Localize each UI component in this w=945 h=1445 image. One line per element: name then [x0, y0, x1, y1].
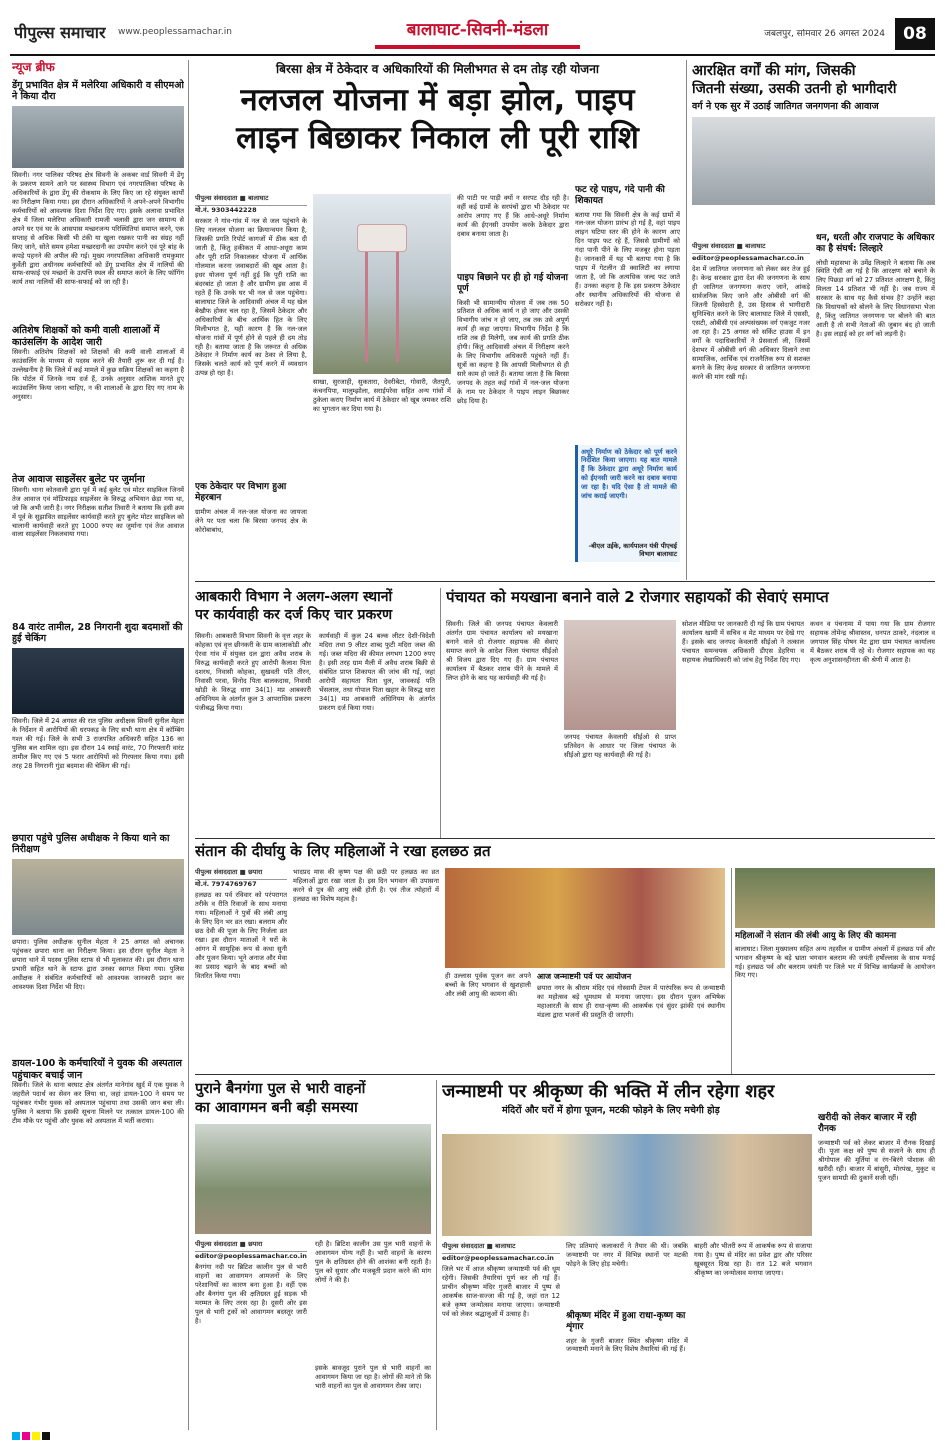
lead-col-2 — [457, 194, 569, 592]
halchhath-body-2: ही उल्लास पूर्वक पूजन कर अपने बच्चों के लिए भगवान से खुशहाली और लंबी आयु की कामना की। — [445, 972, 531, 998]
lead-headline-1: नलजल योजना में बड़ा झोल, पाइप — [240, 81, 635, 118]
brief-title-4: 84 वारंट तामील, 28 निगरानी शुदा बदमाशों की हुई चेकिंग — [12, 621, 183, 645]
lead-headline-2: लाइन बिछाकर निकाल ली पूरी राशि — [236, 119, 639, 156]
panchayat-body-3: सोशल मीडिया पर जानकारी दी गई कि ग्राम पंचायत कार्यालय खामी में सचिव व मेट माध्यम पर देखे गए हैं। इसके बाद जनपद केवलारी सीईओ ने तत्काल पंचायत समन्वयक अधिकारी डीएस डेहरिया व सहायक लेखाधिकारी को जांच हेतु निर्देश दिए गए। — [682, 620, 804, 664]
reservation-headline-1: आरक्षित वर्गों की मांग, जिसकी — [692, 63, 856, 79]
lead-quote-author: -बीएल उईके, कार्यपालन यंत्री पीएचई विभाग बालाघाट — [588, 541, 677, 559]
halchhath-body-1: हलछठ का पर्व रविवार को परंपरागत तरीके व रीति रिवाजों के साथ मनाया गया। महिलाओं ने पुत्रों की लंबी आयु के लिए दिन भर व्रत रखा। बलराम और छठ देवी की पूजा के लिए निर्जला व्रत रखा। इस दौरान माताओं ने घरों के आंगन में सामूहिक रूप से कथा सुनी और पूजन किया। भूने अनाज और मेवा का प्रसाद चढ़ाने के बाद बच्चों को वितरित किया गया। — [195, 891, 287, 980]
halchhath-headline: संतान की दीर्घायु के लिए महिलाओं ने रखा हलछठ व्रत — [195, 842, 491, 860]
bridge-body-3: इसके बावजूद पुराने पुल से भारी वाहनों का आवागमन किया जा रहा है। लोगों की माने तो कि भारी वाहनों का पुल से आवागमन रोका जाए। — [315, 1364, 431, 1390]
panchayat-body-1: सिवनी। जिले की जनपद पंचायत केवलारी अंतर्गत ग्राम पंचायत कार्यालय को मयखाना बनाने वाले दो रोजगार सहायक की सेवाएं समाप्त करने के आदेश जिला पंचायत सीईओ श्री विजय द्वारा दिए गए हैं। ग्राम पंचायत कार्यालय में बैठकर शराब पीने के मामले में लिप्त होने के बाद यह कार्यवाही की गई है। — [446, 620, 558, 682]
reservation-story — [692, 62, 935, 582]
halchhath-byline: पीपुल्स संवाददाता ■ छपारा — [195, 868, 287, 880]
column-divider — [436, 1080, 437, 1430]
lead-subhead-3: फट रहे पाइप, गंदे पानी की शिकायत — [575, 185, 665, 207]
reservation-body-1: देश में जातिगत जनगणना को लेकर स्वर तेज हुई है। केन्द्र सरकार द्वारा देश की जनगणना के साथ ही जातिगत जनगणना कराए जाने, आंकड़े सार्वजनिक किए जाने और ओबीसी वर्ग की जितनी हिस्सेदारी है, उस हिसाब से भागीदारी सुनिश्चित करने के लिए बालाघाट जिले में एससी, एसटी, ओबीसी एवं अल्पसंख्यक वर्ग एकजुट नजर आ रहा है। 25 अगस्त को सर्किट हाउस में इन वर्गों के पदाधिकारियों ने प्रेसवार्ता ली, जिसमें देशभर में ओबीसी वर्ग की अधिकार दिलाने तथा सामाजिक, आर्थिक एवं राजनैतिक रूप से सशक्त बनाने के लिए केन्द्र सरकार से जातिगत जनगणना करने की मांग रखी गई। — [692, 265, 810, 381]
reservation-photo — [692, 117, 935, 205]
registration-marks — [12, 1432, 933, 1442]
halchhath-body-1b: भादप्रद मास की कृष्ण पक्ष की छठी पर हलछठ का व्रत महिलाओं द्वारा रखा जाता है। इस दिन भगवान की उपासना करने से पुत्र की आयु लंबी होती है। एवं तीज त्योहारों में हलछठ का विशेष महत्व है। — [293, 868, 439, 903]
janmashtami-subhead-2: खरीदी को लेकर बाजार में रही रौनक — [818, 1113, 917, 1135]
halchhath-lower — [445, 972, 725, 1074]
janmashtami-body-2: लिए प्रतिमाएं कलाकारों ने तैयार की थी। जबकि जन्माष्टमी पर नगर में विभिन्न स्थानों पर मटकी फोड़ने के लिए होड़ मचेगी। — [566, 1242, 688, 1268]
janmashtami-body-3: बाहरी और भीतरी रूप में आकर्षक रूप से सजाया गया है। पुष्प से मंदिर का प्रवेश द्वार और परिसर खूबसूरत दिख रहा है। रात 12 बजे भगवान श्रीकृष्ण का जन्मोत्सव मनाया जाएगा। — [694, 1242, 812, 1277]
bridge-email[interactable]: editor@peoplessamachar.co.in — [195, 1251, 307, 1260]
panchayat-caption: जनपद पंचायत केवलारी सीईओ से प्राप्त प्रतिवेदन के आधार पर जिला पंचायत के सीईओ द्वारा यह कार्यवाही की गई है। — [564, 733, 676, 759]
halchhath-story — [195, 842, 935, 1074]
brief-title-2: अतिशेष शिक्षकों को कमी वाली शालाओं में काउंसलिंग के आदेश जारी — [12, 324, 160, 348]
janmashtami-headline: जन्माष्टमी पर श्रीकृष्ण की भक्ति में लीन रहेगा शहर — [442, 1081, 775, 1102]
brief-photo-1 — [12, 106, 184, 168]
brand-logo: पीपुल्स समाचार — [14, 23, 106, 42]
column-divider — [188, 60, 189, 1430]
news-brief-column — [12, 60, 184, 1430]
halchhath-subhead: आज जन्माष्टमी पर्व पर आयोजन — [537, 972, 632, 981]
bridge-headline-2: का आवागमन बनी बड़ी समस्या — [195, 1099, 358, 1116]
brief-photo-5 — [12, 859, 184, 935]
bridge-body-1: बैनगंगा नदी पर ब्रिटिश कालीन पुल से भारी वाहनों का आवागमन आमजनों के लिए परेशानियों का कारण बना हुआ है। वहीं एक और बैनगंगा पुल की क्षतिग्रस्त हुई सड़क भी मरम्मत के लिए तरस रहा है। दूसरी ओर इस पुल से भारी ट्रकों को आवागमन बदस्तूर जारी है। — [195, 1263, 307, 1325]
excise-headline-2: पर कार्यवाही कर दर्ज किए चार प्रकरण — [195, 607, 393, 624]
dateline: जबलपुर, सोमवार 26 अगस्त 2024 — [764, 29, 885, 39]
janmashtami-market — [818, 1110, 935, 1430]
bridge-photo — [195, 1124, 431, 1234]
bridge-headline-1: पुराने बैनगंगा पुल से भारी वाहनों — [195, 1081, 366, 1097]
halchhath-col-1 — [195, 868, 287, 1074]
janmashtami-deck: मंदिरों और घरों में होगा पूजन, मटकी फोड़ने के लिए मचेगी होड़ — [502, 1105, 720, 1117]
halchhath-mobile: मो.नं. 7974769767 — [195, 879, 257, 888]
reservation-email[interactable]: editor@peoplessamachar.co.in — [692, 253, 804, 262]
masthead — [0, 0, 945, 58]
janmashtami-email[interactable]: editor@peoplessamachar.co.in — [442, 1253, 554, 1262]
reservation-headline-2: जितनी संख्या, उसकी उतनी हो भागीदारी — [692, 80, 897, 97]
lead-subhead-2: पाइप बिछाने पर ही हो गई योजना पूर्ण — [457, 273, 568, 295]
bridge-byline: पीपुल्स संवाददाता ■ छपारा — [195, 1240, 307, 1252]
reservation-byline: पीपुल्स संवाददाता ■ बालाघाट — [692, 242, 810, 254]
news-brief-label: न्यूज ब्रीफ — [12, 60, 55, 74]
lead-story — [195, 62, 680, 592]
halchhath-janmashtami-note — [537, 972, 725, 1074]
lead-mobile: मो.नं. 9303442228 — [195, 205, 257, 214]
region-underline — [375, 45, 580, 49]
panchayat-story — [446, 588, 935, 838]
brief-title-5: छपारा पहुंचे पुलिस अधीक्षक ने किया थाने का निरीक्षण — [12, 832, 170, 856]
column-divider — [731, 868, 732, 1074]
excise-story — [195, 588, 435, 838]
halchhath-photo — [445, 868, 725, 968]
janmashtami-body-1: जिले भर में आज श्रीकृष्ण जन्माष्टमी पर्व की धूम रहेगी। जिसकी तैयारियां पूर्ण कर ली गई हैं। प्राचीन श्रीकृष्ण मंदिर गुजरी बाजार में पुष्प से आकर्षक साज-सज्जा की गई है, जहां रात 12 बजे कृष्ण जन्मोत्सव मनाया जाएगा। जन्माष्टमी पर्व को लेकर श्रद्धालुओं में उत्साह है। — [442, 1265, 560, 1318]
lead-photo-caption: साखा, सुरजाही, सुकतारा, देवरीबेटा, गोवारी, जैतपुरी, कंचनपिपा, मालुम्झोला, सराईपरेवा सहित अन्य गांवों में ठुकेला कराए निर्माण कार्य में ठेकेदार को खूब जमकर राशि का भुगतान कर दिया गया है। — [313, 378, 451, 413]
excise-body-1: सिवनी। आबकारी विभाग सिवनी के वृत्त शहर के कोहका एवं वृत्त छीनकरी के ग्राम कालाकोडी और ऐरवा गांव में संयुक्त दल द्वारा अवैध शराब के विरुद्ध कार्यवाही करते हुए आरोपी कैलाश पिता दशरथ, निवासी कोहका, सुखवती पति तीरन, निवासी परवा, विनोद पिता बालकदास, निवासी खोड़ी के विरुद्ध धारा 34(1) मप्र आबकारी अधिनियम के अंतर्गत कुल 3 आपराधिक प्रकरण पंजीबद्ध किया गया। — [195, 632, 311, 712]
lead-quote-box — [575, 445, 680, 562]
reservation-col-2 — [816, 230, 935, 582]
lead-body-2: की पाटी पर पाड़ी क्यों न सरपट दौड़ रही है। वहीं कई ग्रामों के सरपंचों द्वारा भी ठेकेदार पर आरोप लगाए गए हैं कि आधे-अधूरे निर्माण कार्य की ईएनसी उपयोग करके ठेकेदार द्वारा दबाव बनाया जाता है। — [457, 194, 569, 238]
brief-body-3: सिवनी। थाना कोतवाली द्वारा पूर्व में कई बुलेट एवं मोटर साइकिल जिनमें तेज आवाज एवं मॉडिफाइड साइलेंसर के विरुद्ध अभियान छेड़ा गया था, जो कि अभी जारी है। नगर निरीक्षक सतीश तिवारी ने बताया कि इसी क्रम में पूर्व के सुझावित साइलेंसर कार्यवाही करते हुए बुलेट मोटर साइकिल को चालानी कार्यवाही करते हुए 1000 रुपए का जुर्माना एवं तेज आवाज वाला साइलेंसर निकलवाया गया। — [12, 485, 184, 539]
janmashtami-story — [442, 1080, 935, 1430]
halchhath-body-3: बालाघाट। जिला मुख्यालय सहित अन्य तहसील व ग्रामीण अंचलों में हलछठ पर्व और भगवान श्रीकृष्ण के बड़े भ्राता भगवान बलराम की जयंती हर्षोल्लास के साथ मनाई गई। हलछठ पर्व और बलराम जयंती पर जिले भर में विभिन्न कार्यक्रमों के आयोजन किए गए। — [735, 944, 935, 980]
page-number: 08 — [895, 18, 935, 50]
lead-photo-block — [313, 194, 451, 592]
janmashtami-subhead: श्रीकृष्ण मंदिर में हुआ राधा-कृष्ण का शृंगार — [566, 1311, 686, 1333]
masthead-rule — [10, 54, 935, 56]
region-box — [375, 19, 580, 49]
lead-byline: पीपुल्स संवाददाता ■ बालाघाट — [195, 194, 307, 206]
lead-quote: अधूरे निर्माण को ठेकेदार को पूर्ण करने निर्देशित किया जाएगा। यह बात मामले हैं कि ठेकेदार द्वारा अधूरे निर्माण कार्य को ईएनसी जारी करने का दबाव बनाया जा रहा है। यदि ऐसा है तो मामले की जांच कराई जाएगी। — [581, 447, 677, 501]
janmashtami-byline: पीपुल्स संवाददाता ■ बालाघाट — [442, 1242, 560, 1254]
panchayat-body-4: कथन व पंचनामा में पाया गया कि ग्राम रोजगार सहायक तोमेन्द्र श्रीवास्तव, धनपत ठाकरे, नंदलाल व जगपाल सिंह पोषन मेट द्वारा ग्राम पंचायत कार्यालय में बैठकर शराब पी रहे थे। रोजगार सहायक का यह कृत्य अनुशासनहीनता की श्रेणी में आता है। — [810, 620, 935, 664]
janmashtami-photo — [442, 1134, 812, 1236]
lead-body-1: सरकार ने गांव-गांव में नल से जल पहुंचाने के लिए नलजल योजना का क्रियान्वयन किया है, जिसकी प्रगति रिपोर्ट कागजों में ठीक बता दी जाती है, किंतु हकीकत में आधा-अधूरा काम और पूरी राशि निकालकर योजना में आर्थिक गोलमाल करना जवाबदारों की खूब आता है। इधर योजना पूर्ण नहीं हुई कि पूरी राशि का बंदरबांट हो जाता है और ग्रामीण इस आस में रहते हैं कि उनके घर भी नल से जल पहुंचेगा। बालाघाट जिले के आदिवासी अंचल में यह खेल बेखौफ होकर चल रहा है, जिसमें ठेकेदार और अधिकारियों के बीच आर्थिक हित के लिए मिलीभगत है, यही कारण है कि नल-जल योजना गांवों में पूर्ण होने से पहले ही दम तोड़ रही है। बताया जाता है कि जरूरत से अधिक ठेकेदार ने निर्माण कार्य का ठेका ले लिया है, जिसके चलते कार्य को पूर्ण करने में व्यवधान उत्पन्न हो रहा है। — [195, 217, 307, 378]
section-rule — [195, 581, 935, 582]
brief-body-4: सिवनी। जिले में 24 अगस्त की रात पुलिस अधीक्षक सिवनी सुनील मेहता के निर्देशन में आरोपियों की धरपकड़ के लिए सभी थाना क्षेत्र में कॉम्बिंग गश्त की गई। जिले के सभी 3 राजपत्रित अधिकारी सहित 136 का पुलिस बल शामिल रहा। इस दौरान 14 स्थाई वारंट, 70 गिरफ्तारी वारंट तामील किए गए एवं 5 फरार आरोपियों को गिरफ्तार किया गया। इसी तरह 28 निगरानी गुंडा बदमाश की चेकिंग की गई। — [12, 716, 184, 770]
section-rule — [195, 838, 935, 839]
brief-body-6: सिवनी। जिले के थाना बरघाट क्षेत्र अंतर्गत मानेगांव खुर्द में एक युवक ने जहरीले पदार्थ का सेवन कर लिया था, जहां डायल-100 ने समय पर पहुंचकर गंभीर युवक को अस्पताल पहुंचाया तथा उसकी जान बचा ली। पुलिस ने बताया कि इसकी सूचना मिलने पर तत्काल डायल-100 की टीम मौके पर पहुंची और युवक को अस्पताल में भर्ती कराया। — [12, 1081, 184, 1125]
janmashtami-col-2 — [566, 1242, 688, 1430]
reservation-subhead: धन, धरती और राजपाट के अधिकार का है संघर्ष: लिल्हारे — [816, 233, 935, 255]
bridge-body-2: रही है। ब्रिटिश कालीन उस पुल भारी वाहनों के आवागमन योग्य नहीं है। भारी वाहनों के कारण पुल के क्षतिग्रस्त होने की आशंका बनी रहती है। पुल को सुधार और मजबूती प्रदान करने की मांग लोगों ने की है। — [315, 1240, 431, 1284]
halchhath-regional — [735, 868, 935, 1074]
column-divider — [440, 588, 441, 838]
reservation-deck: वर्ग ने एक सुर में उठाई जातिगत जनगणना की आवाज — [692, 100, 879, 112]
panchayat-photo — [564, 620, 676, 730]
janmashtami-body-2b: शहर के गुजरी बाजार स्थित श्रीकृष्ण मंदिर में जन्माष्टमी मनाने के लिए विशेष तैयारियां की गई हैं। — [566, 1336, 688, 1354]
janmashtami-body-4: जन्माष्टमी पर्व को लेकर बाजार में रौनक दिखाई दी। पूजा कक्ष को पुष्प से सजाने के साथ ही श्रीगोपाल की मूर्तियां व रंग-बिरंगे पोशाक की खरीदी रही। बाजार में बांसुरी, मोरपंख, मुकुट व पूजन सामग्री की दुकानें सजी रहीं। — [818, 1138, 935, 1183]
brief-photo-4 — [12, 648, 184, 714]
bridge-story — [195, 1080, 431, 1430]
brief-body-5: छपारा। पुलिस अधीक्षक सुनील मेहता ने 25 अगस्त को अचानक पहुंचकर छपारा थाना का निरीक्षण किया। इस दौरान सुनील मेहता ने छपारा थाने में पदस्थ पुलिस स्टाफ से भी मुलाकात की। इस दौरान थाना प्रभारी सहित थाने के स्टाफ द्वारा उनका स्वागत किया गया। पुलिस अधीक्षक ने संबंधित कर्मचारियों को आवश्यक जानकारी प्रदान कर आवश्यक दिशा निर्देश भी दिए। — [12, 938, 184, 991]
janmashtami-col-1 — [442, 1242, 560, 1430]
lead-col-3 — [575, 182, 680, 592]
reservation-body-2: लोधी महासभा के उमेंद्र लिल्हारे ने बताया कि अब स्थिति ऐसी आ गई है कि आरक्षण को बचाने के लिए पिछड़ा वर्ग को 27 प्रतिशत आरक्षण है, किंतु मिलता 14 प्रतिशत भी नहीं है। जब राज्य में सरकार के साथ यह कैसे संभव है? उन्होंने कहा कि विधायकों को बोलने के लिए विधानसभा भेजा है, किंतु जातिगत जनगणना पर बोलने की बात आती है तो सभी नेताओं की जुबान बंद हो जाती है। इस लड़ाई को हर वर्ग को लड़नी है। — [816, 258, 935, 339]
lead-col-1 — [195, 194, 307, 592]
column-divider — [686, 60, 687, 580]
excise-headline-1: आबकारी विभाग ने अलग-अलग स्थानों — [195, 589, 393, 605]
brief-body-2: सिवनी। अतिशेष शिक्षकों को शिक्षकों की कमी वाली शालाओं में काउंसलिंग के माध्यम से पदस्थ करने की तैयारी शुरू कर दी गई है। उल्लेखनीय है कि जिले में कई मामले में कुछ सक्रिय शिक्षकों का कहना है कि पोर्टल में जिनके नाम दर्ज हैं, उनके अनुसार आंशिक मानते हुए काउंसलिंग किया जाना चाहिए, न की शालाओं के द्वारा दिए गए नाम के अनुसार। — [12, 348, 184, 401]
bridge-col-1 — [195, 1240, 307, 1430]
halchhath-regional-photo — [735, 868, 935, 928]
brief-title-6: डायल-100 के कर्मचारियों ने युवक की अस्पताल पहुंचाकर बचाई जान — [12, 1058, 182, 1081]
brief-title-3: तेज आवाज साइलेंसर बुलेट पर जुर्माना — [12, 474, 145, 486]
water-tank-photo — [313, 194, 451, 374]
panchayat-headline: पंचायत को मयखाना बनाने वाले 2 रोजगार सहायकों की सेवाएं समाप्त — [446, 588, 829, 606]
excise-body-2: कार्यवाही में कुल 24 बल्क लीटर देशी-विदेशी मदिरा तथा 9 लीटर शाब्द फुटी मदिरा जब्त की गई। जब्त मदिरा की कीमत लगभग 1200 रुपए है। इसी तरह ग्राम मैली में अवैध शराब बिक्री से संबंधित प्राप्त शिकायत की जांच की गई, जहां आरोपी सहायता पिता धुल, जावकाई पति भेंसलाल, तथा गोपाल पिता खहार के विरुद्ध धारा 34(1) मप्र आबकारी अधिनियम के अंतर्गत प्रकरण दर्ज किया गया। — [319, 632, 435, 712]
section-rule — [195, 1074, 935, 1075]
halchhath-body-2b: छपारा नगर के श्रीराम मंदिर एवं गोस्वामी टेंपल में पारंपरिक रूप से जन्माष्टमी का महोत्सव बड़े धूमधाम से मनाया जाएगा। इस दौरान पूजन अभिषेक महाआरती के साथ ही राधा-कृष्ण की आकर्षक एवं सुंदर झांकी एवं स्थानीय मंडला द्वारा भजनों की प्रस्तुति दी जाएगी। — [537, 984, 725, 1019]
lead-body-1b: ग्रामीण अंचल में नल-जल योजना का जायजा लेने पर पता चला कि बिरसा जनपद क्षेत्र के कोरोबाबांध, — [195, 507, 307, 534]
halchhath-caption-2: महिलाओं ने संतान की लंबी आयु के लिए की कामना — [735, 931, 897, 941]
reservation-col-1 — [692, 242, 810, 582]
lead-body-3: बताया गया कि सिवनी क्षेत्र के कई ग्रामों में नल-जल योजना प्रारंभ हो गई है, वहां पाइप लाइन घटिया स्तर की होने के कारण आए दिन पाइप फट रहे हैं, जिससे ग्रामीणों को गंदा पानी पीने के लिए मजबूर होना पड़ता है। जानकारी में यह भी बताया गया है कि पाइप में गेटलीन डी क्वालिटी का लगाया जाता है, जो कि अत्यधिक जल्द फट जाते हैं। उनका कहना है कि इस प्रकरण ठेकेदार और स्थानीय अधिकारियों की योजना से सरोकार नहीं है। — [575, 210, 680, 309]
region-title: बालाघाट-सिवनी-मंडला — [406, 20, 549, 40]
brief-body-1: सिवनी। नगर पालिका परिषद क्षेत्र सिवनी के अकबर वार्ड सिवनी में डेंगू के प्रकरण सामने आने पर स्वास्थ्य विभाग एवं नगरपालिका परिषद के अधिकारियों के द्वारा डेंगू की रोकथाम के लिए किए जा रहे संयुक्त कार्यों का निरीक्षण किया गया। इस दौरान अधिकारियों ने अपने-अपने विभागीय कर्मचारियों को आवश्यक दिशा निर्देश दिए गए। इसके अलावा प्रभावित क्षेत्र में जिला मलेरिया अधिकारी रामजी भलावी द्वारा जन सामान्य से अपने घर एवं घर के आसपास मच्छरजन्य परिस्थितियां समाप्त करने, एक सप्ताह से अधिक किसी भी टंकी या खुला रखकर पानी का संग्रह नहीं किए जाने, सोते समय हमेशा मच्छरदानी का उपयोग करने एवं पूरे बांह के कपड़े पहनने की अपील की गई। मुख्य नगरपालिका अधिकारी रामकुमार कुर्वेती द्वारा अधीनस्थ कर्मचारियों को डेंगू प्रभावित क्षेत्र में नालियों की साफ-सफाई एवं मच्छरों के उत्पत्ति स्थल की समाप्त करने के लिए फॉगिंग कार्य तथा नालियों की साफ-सफाई को जा रही है। — [12, 170, 184, 287]
panchayat-photo-block — [564, 620, 676, 838]
lead-subhead-1: एक ठेकेदार पर विभाग हुआ मेहरबान — [195, 482, 287, 504]
lead-body-2b: किसी भी सामान्यीय योजना में जब तक 50 प्रतिशत से अधिक कार्य न हो जाए और उसकी विभागीय जांच न हो जाए, तब तक उसे अपूर्ण कार्य ही कहा जाएगा। विभागीय निर्देश है कि राशि तब ही मिलेगी, जब कार्य की प्रगति ठीक होगी। किंतु आदिवासी अंचल में निरीक्षण करने के लिए विभागीय अधिकारी पहुंचते नहीं हैं। सूत्रों का कहना है कि आपसी मिलीभगत से ही सारे काम हो जाते हैं। बताया जाता है कि बिरसा जनपद के तहत कई गांवों में नल-जल योजना के नाम पर ठेकेदार ने पाइप लाइन बिछाकर छोड़ दिया है। — [457, 298, 569, 405]
brief-title-1: डेंगू प्रभावित क्षेत्र में मलेरिया अधिकारी व सीएमओ ने किया दौरा — [12, 79, 184, 103]
brand-url[interactable]: www.peoplessamachar.in — [118, 27, 232, 37]
lead-kicker: बिरसा क्षेत्र में ठेकेदार व अधिकारियों की मिलीभगत से दम तोड़ रही योजना — [276, 62, 599, 76]
